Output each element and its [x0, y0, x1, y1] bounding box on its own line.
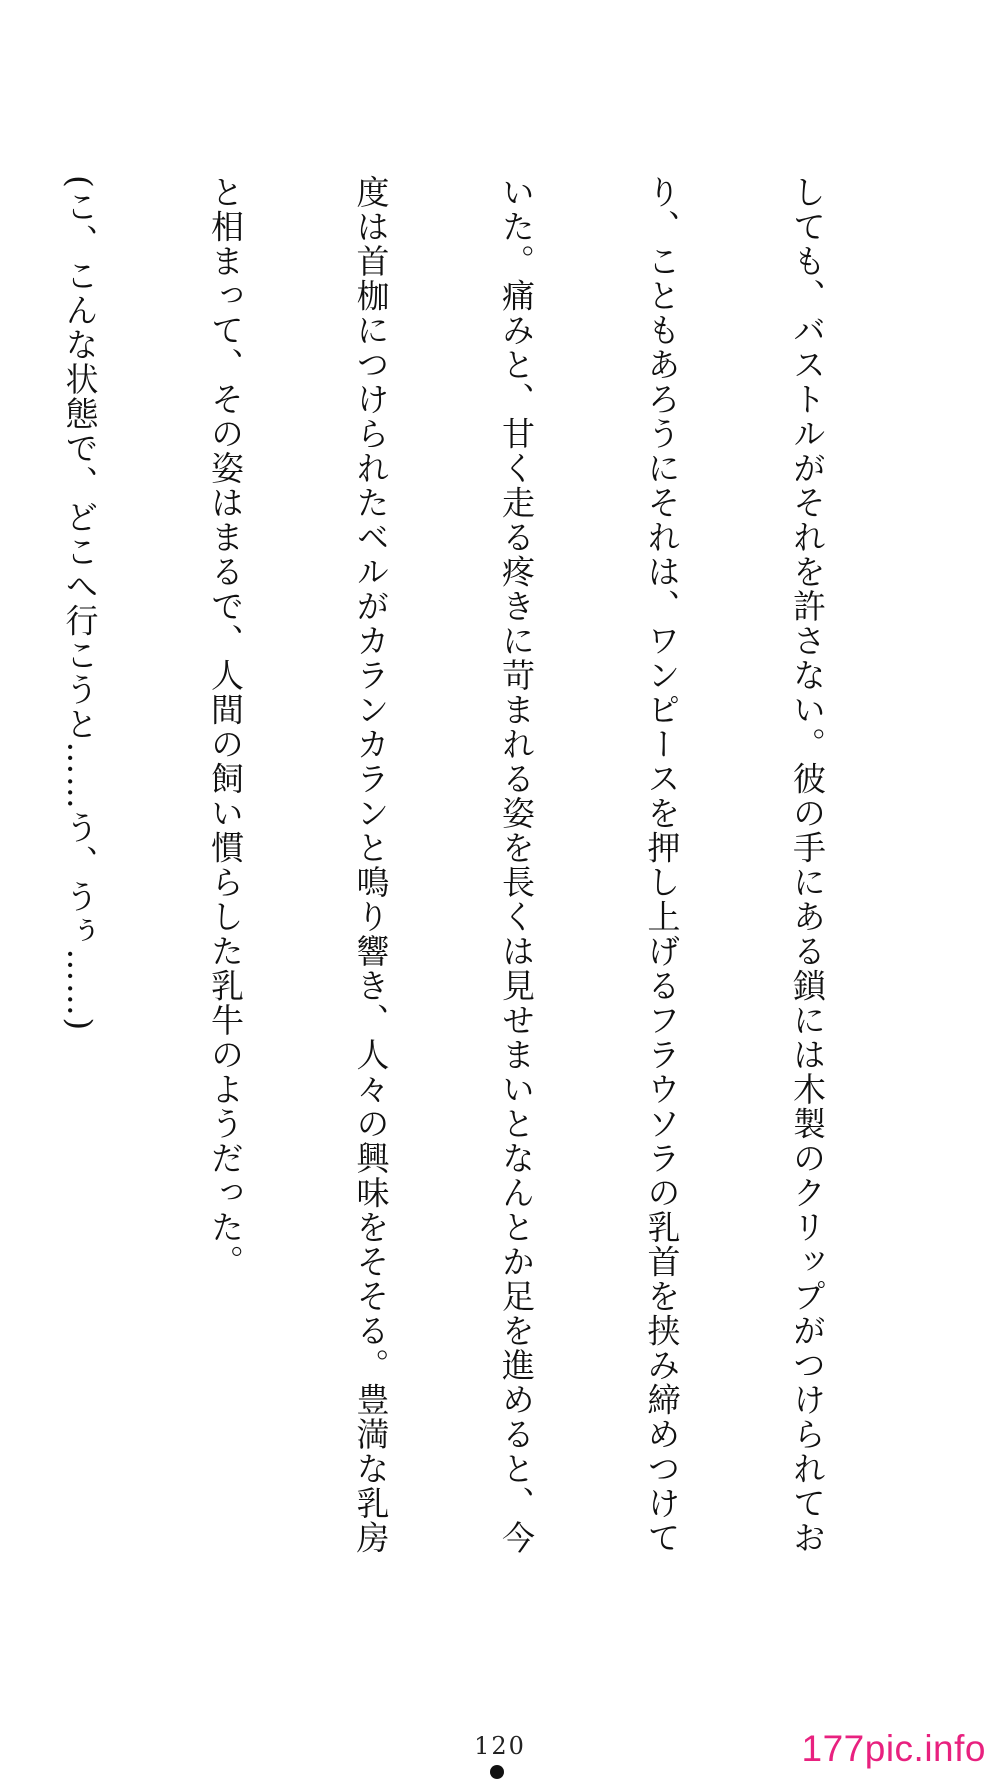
text-line: しても、バストルがそれを許さない。彼の手にある鎖には木製のクリップがつけられてお — [788, 175, 827, 1555]
text-line: り、こともあろうにそれは、ワンピースを押し上げるフラウソラの乳首を挟み締めつけて — [642, 175, 682, 1555]
page-number: 120 — [474, 1732, 526, 1760]
text-line: (こ、こんな状態で、どこへ行こうと……う、うぅ……) — [60, 175, 100, 1032]
text-line: 度は首枷につけられたベルがカランカランと鳴り響き、人々の興味をそそる。豊満な乳房 — [351, 175, 391, 1555]
page-number-dot — [490, 1765, 504, 1779]
body-text — [48, 175, 928, 1595]
text-line: いた。痛みと、甘く走る疼きに苛まれる姿を長くは見せまいとなんとか足を進めると、今 — [497, 175, 536, 1555]
text-line: と相まって、その姿はまるで、人間の飼い慣らした乳牛のようだった。 — [206, 175, 245, 1279]
watermark: 177pic.info — [801, 1728, 986, 1769]
